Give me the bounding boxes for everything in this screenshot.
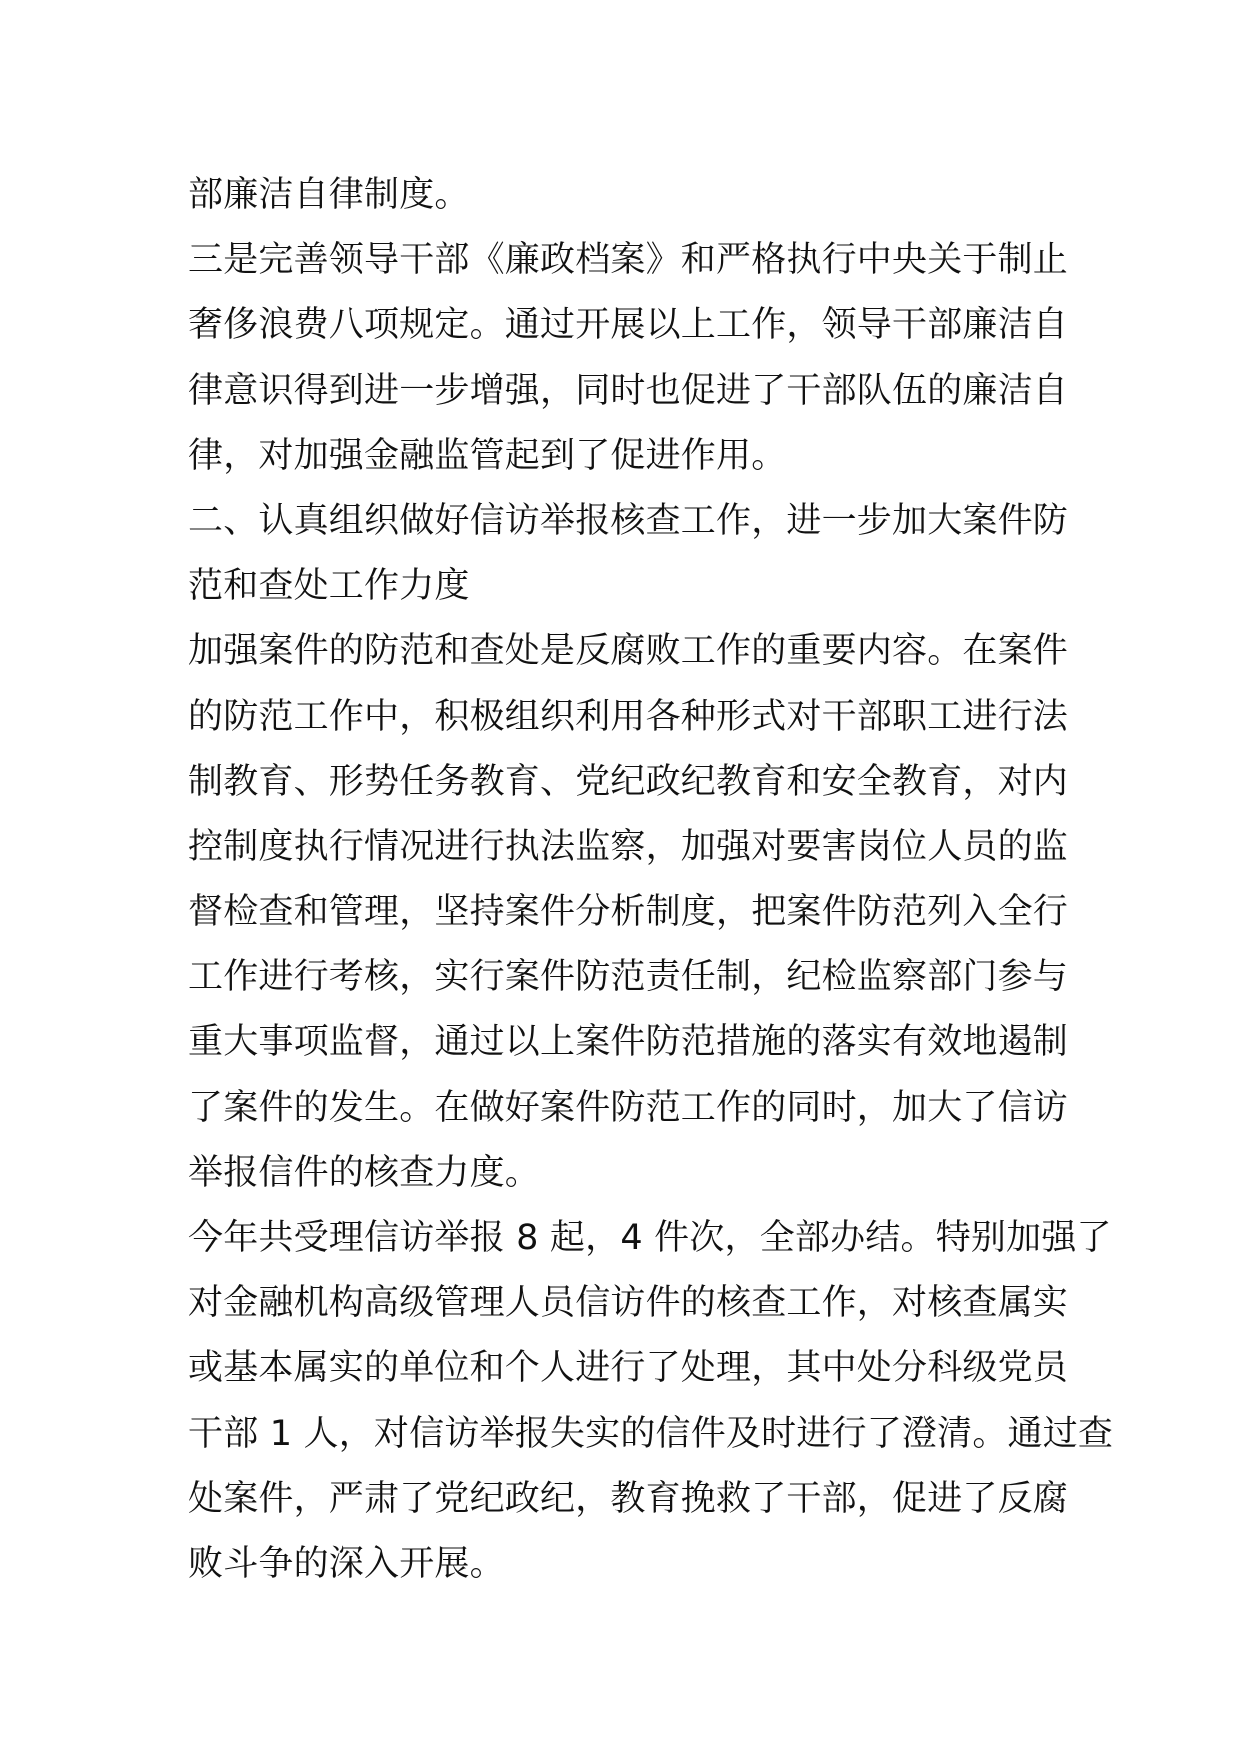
text-line: 控制度执行情况进行执法监察，加强对要害岗位人员的监 bbox=[188, 826, 1069, 867]
text-line: 部廉洁自律制度。 bbox=[188, 175, 470, 215]
text-line: 奢侈浪费八项规定。通过开展以上工作，领导干部廉洁自 bbox=[188, 305, 1069, 346]
text-line: 处案件，严肃了党纪政纪，教育挽救了干部，促进了反腐 bbox=[188, 1478, 1069, 1519]
text-line: 或基本属实的单位和个人进行了处理，其中处分科级党员 bbox=[188, 1348, 1069, 1389]
document-body bbox=[188, 163, 1114, 1597]
text-line: 了案件的发生。在做好案件防范工作的同时，加大了信访 bbox=[188, 1087, 1069, 1128]
text-line: 干部 1 人，对信访举报失实的信件及时进行了澄清。通过查 bbox=[188, 1413, 1114, 1454]
section-heading-line: 二、认真组织做好信访举报核查工作，进一步加大案件防 bbox=[188, 500, 1069, 541]
text-line: 今年共受理信访举报 8 起，4 件次，全部办结。特别加强了 bbox=[188, 1218, 1112, 1258]
text-line: 败斗争的深入开展。 bbox=[188, 1543, 505, 1584]
text-line: 的防范工作中，积极组织利用各种形式对干部职工进行法 bbox=[188, 696, 1069, 737]
text-line: 制教育、形势任务教育、党纪政纪教育和安全教育，对内 bbox=[188, 761, 1069, 802]
text-line: 加强案件的防范和查处是反腐败工作的重要内容。在案件 bbox=[188, 631, 1069, 672]
text-line: 重大事项监督，通过以上案件防范措施的落实有效地遏制 bbox=[188, 1022, 1069, 1063]
text-line: 律意识得到进一步增强，同时也促进了干部队伍的廉洁自 bbox=[188, 370, 1069, 411]
section-heading-line: 范和查处工作力度 bbox=[188, 566, 470, 607]
text-line: 举报信件的核查力度。 bbox=[188, 1152, 541, 1193]
text-line: 工作进行考核，实行案件防范责任制，纪检监察部门参与 bbox=[188, 957, 1069, 998]
text-line: 律，对加强金融监管起到了促进作用。 bbox=[188, 435, 787, 476]
text-line: 督检查和管理，坚持案件分析制度，把案件防范列入全行 bbox=[188, 892, 1069, 933]
text-line: 三是完善领导干部《廉政档案》和严格执行中央关于制止 bbox=[188, 240, 1069, 281]
text-line: 对金融机构高级管理人员信访件的核查工作，对核查属实 bbox=[188, 1283, 1069, 1324]
